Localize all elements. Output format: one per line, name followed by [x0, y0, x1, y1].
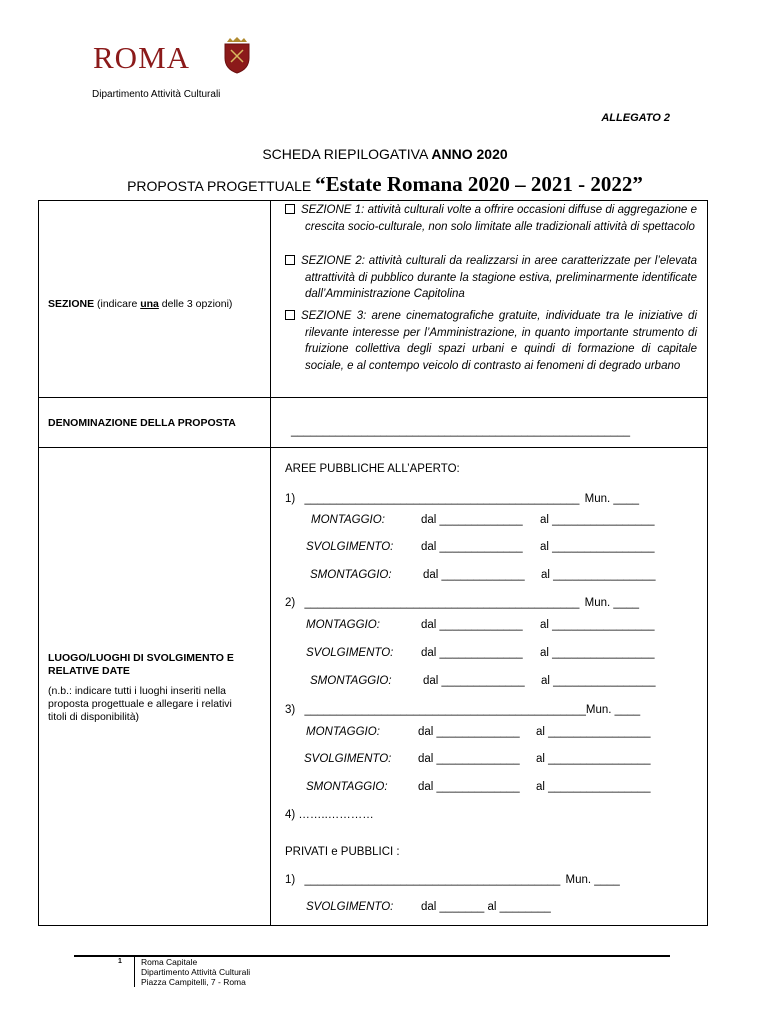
svolgimento-label: SVOLGIMENTO:: [306, 647, 394, 659]
date-from-field[interactable]: dal _____________: [421, 541, 523, 553]
public-areas-heading: AREE PUBBLICHE ALL’APERTO:: [285, 463, 460, 475]
place-entry-3[interactable]: [285, 703, 640, 717]
place-field[interactable]: ___________________________________________: [304, 597, 580, 609]
denominazione-field[interactable]: _____________________________________________________: [291, 425, 630, 437]
sezione-label: [48, 298, 232, 311]
place-field[interactable]: ____________________________________________: [304, 704, 586, 716]
proposal-name: “Estate Romana 2020 – 2021 - 2022”: [315, 172, 643, 196]
sezione-label-underlined: una: [140, 298, 159, 310]
date-from-field[interactable]: dal _____________: [418, 726, 520, 738]
date-to-field[interactable]: al ________________: [540, 541, 655, 553]
entry-number: 2): [285, 597, 296, 609]
place-entry-1[interactable]: [285, 492, 639, 506]
footer-divider: [134, 957, 135, 987]
luoghi-label-line: RELATIVE DATE: [48, 665, 130, 677]
checkbox-icon[interactable]: [285, 204, 295, 214]
municipio-field[interactable]: Mun. ____: [565, 874, 620, 886]
footer-address: [141, 957, 250, 987]
footer-line: Piazza Campitelli, 7 - Roma: [141, 977, 246, 987]
luoghi-note-line: proposta progettuale e allegare i relativi: [48, 698, 232, 710]
entry-number: 3): [285, 704, 296, 716]
sezione-label-bold: SEZIONE: [48, 298, 95, 310]
checkbox-icon[interactable]: [285, 255, 295, 265]
date-to-field[interactable]: al ________________: [536, 781, 651, 793]
sezione-option-1[interactable]: [285, 202, 697, 235]
table-column-divider: [270, 200, 271, 926]
attachment-label: ALLEGATO 2: [601, 112, 670, 124]
roma-logo-text: ROMA: [93, 40, 191, 75]
date-to-field[interactable]: al ________________: [540, 619, 655, 631]
sezione-option-3[interactable]: [285, 308, 697, 374]
date-from-field[interactable]: dal _____________: [418, 753, 520, 765]
place-field[interactable]: ________________________________________: [304, 874, 561, 886]
luoghi-label: [48, 652, 234, 678]
table-row-divider: [38, 447, 708, 448]
date-from-field[interactable]: dal _____________: [423, 675, 525, 687]
sezione-label-text: delle 3 opzioni): [158, 298, 233, 310]
date-from-field[interactable]: dal _____________: [421, 514, 523, 526]
proposal-title: [0, 172, 770, 197]
place-field[interactable]: ___________________________________________: [304, 493, 580, 505]
denominazione-label: DENOMINAZIONE DELLA PROPOSTA: [48, 417, 236, 429]
sezione-label-text: (indicare: [94, 298, 141, 310]
date-to-field[interactable]: al ________________: [540, 514, 655, 526]
luoghi-label-line: LUOGO/LUOGHI DI SVOLGIMENTO E: [48, 652, 234, 664]
date-range-field[interactable]: dal _______ al ________: [421, 901, 551, 913]
sheet-year: ANNO 2020: [431, 146, 508, 162]
luoghi-note-line: titoli di disponibilità): [48, 711, 140, 723]
date-to-field[interactable]: al ________________: [541, 569, 656, 581]
municipio-field[interactable]: Mun. ____: [584, 597, 640, 609]
place-entry-4[interactable]: 4) ……..…………: [285, 809, 374, 821]
date-from-field[interactable]: dal _____________: [418, 781, 520, 793]
date-from-field[interactable]: dal _____________: [421, 619, 523, 631]
smontaggio-label: SMONTAGGIO:: [310, 569, 392, 581]
checkbox-icon[interactable]: [285, 310, 295, 320]
sheet-title: [0, 146, 770, 162]
montaggio-label: MONTAGGIO:: [311, 514, 385, 526]
svolgimento-label: SVOLGIMENTO:: [306, 901, 394, 913]
date-to-field[interactable]: al ________________: [540, 647, 655, 659]
sezione-option-text: SEZIONE 3: arene cinematografiche gratuite, individuate tra le iniziative di rilevante interesse per l’Amministrazione, in quanto importante strumento di fruizione collettiva degli spazi urbani e quindi di formazione di capitale sociale, e al contempo veicolo di contrasto ai fenomeni di degrado urbano: [301, 310, 697, 372]
department-name: Dipartimento Attività Culturali: [92, 89, 221, 100]
sezione-option-2[interactable]: [285, 253, 697, 303]
municipio-field[interactable]: Mun. ____: [584, 493, 640, 505]
entry-number: 1): [285, 493, 296, 505]
footer-line: Roma Capitale: [141, 957, 198, 967]
entry-number: 1): [285, 874, 296, 886]
luoghi-note: [48, 685, 232, 724]
sezione-option-text: SEZIONE 1: attività culturali volte a offrire occasioni diffuse di aggregazione e crescita socio-culturale, non solo limitate alle tradizionali attività di spettacolo: [301, 204, 697, 233]
montaggio-label: MONTAGGIO:: [306, 619, 380, 631]
luoghi-note-line: (n.b.: indicare tutti i luoghi inseriti nella: [48, 685, 227, 697]
table-row-divider: [38, 397, 708, 398]
page-number: 1: [118, 958, 122, 965]
date-from-field[interactable]: dal _____________: [423, 569, 525, 581]
montaggio-label: MONTAGGIO:: [306, 726, 380, 738]
smontaggio-label: SMONTAGGIO:: [306, 781, 388, 793]
private-areas-heading: PRIVATI e PUBBLICI :: [285, 846, 400, 858]
date-to-field[interactable]: al ________________: [536, 726, 651, 738]
private-entry-1[interactable]: [285, 873, 620, 887]
svolgimento-label: SVOLGIMENTO:: [306, 541, 394, 553]
date-to-field[interactable]: al ________________: [541, 675, 656, 687]
roma-crest-icon: [222, 36, 252, 74]
sheet-title-prefix: SCHEDA RIEPILOGATIVA: [262, 146, 428, 162]
smontaggio-label: SMONTAGGIO:: [310, 675, 392, 687]
footer-line: Dipartimento Attività Culturali: [141, 967, 251, 977]
municipio-field[interactable]: Mun. ____: [585, 704, 641, 716]
date-from-field[interactable]: dal _____________: [421, 647, 523, 659]
sezione-option-text: SEZIONE 2: attività culturali da realizzarsi in aree caratterizzate per l’elevata attrattività di pubblico durante la stagione estiva, preliminarmente identificate dall’Amministrazione Capitolina: [301, 255, 697, 300]
date-to-field[interactable]: al ________________: [536, 753, 651, 765]
place-entry-2[interactable]: [285, 596, 639, 610]
svolgimento-label: SVOLGIMENTO:: [304, 753, 392, 765]
proposal-prefix: PROPOSTA PROGETTUALE: [127, 178, 312, 194]
